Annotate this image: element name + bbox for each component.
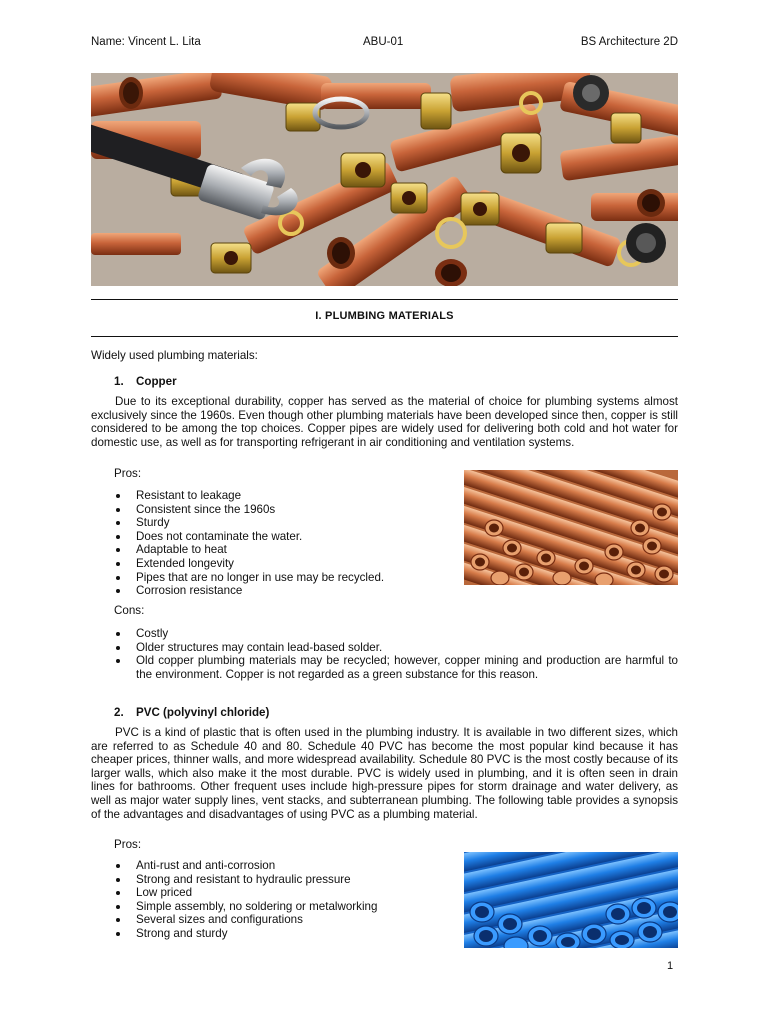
copper-pros-label: Pros: bbox=[114, 467, 142, 480]
page-header bbox=[91, 36, 678, 52]
title-rule-top bbox=[91, 299, 678, 300]
list-item: Strong and sturdy bbox=[114, 927, 377, 941]
pvc-pros-list bbox=[114, 859, 377, 941]
pvc-pipes-image bbox=[464, 852, 678, 948]
list-item: Sturdy bbox=[114, 516, 384, 530]
copper-cons-list bbox=[114, 627, 678, 681]
course-code: ABU-01 bbox=[363, 36, 404, 48]
list-item: Simple assembly, no soldering or metalworking bbox=[114, 900, 377, 914]
copper-title: Copper bbox=[136, 375, 177, 388]
pvc-number: 2. bbox=[114, 706, 124, 719]
list-item: Anti-rust and anti-corrosion bbox=[114, 859, 377, 873]
list-item: Extended longevity bbox=[114, 557, 384, 571]
copper-cons-label: Cons: bbox=[114, 604, 145, 617]
list-item: Does not contaminate the water. bbox=[114, 530, 384, 544]
pvc-pipes-illustration bbox=[464, 852, 678, 948]
pvc-title: PVC (polyvinyl chloride) bbox=[136, 706, 270, 719]
list-item: Adaptable to heat bbox=[114, 543, 384, 557]
list-item: Corrosion resistance bbox=[114, 584, 384, 598]
list-item: Resistant to leakage bbox=[114, 489, 384, 503]
fittings-illustration bbox=[91, 73, 678, 286]
list-item: Several sizes and configurations bbox=[114, 913, 377, 927]
program-label: BS Architecture 2D bbox=[580, 36, 678, 48]
section-title: I. PLUMBING MATERIALS bbox=[315, 310, 454, 322]
list-item: Costly bbox=[114, 627, 678, 641]
list-item: Old copper plumbing materials may be recycled; however, copper mining and production are harmful to the environment. Copper is not regarded as a green substance for this reason. bbox=[114, 654, 678, 681]
list-item: Older structures may contain lead-based solder. bbox=[114, 641, 678, 655]
copper-pipes-image bbox=[464, 470, 678, 585]
list-item: Pipes that are no longer in use may be recycled. bbox=[114, 571, 384, 585]
intro-text: Widely used plumbing materials: bbox=[91, 349, 258, 362]
title-rule-bottom bbox=[91, 336, 678, 337]
page-number: 1 bbox=[667, 960, 674, 972]
copper-pros-list bbox=[114, 489, 384, 598]
list-item: Low priced bbox=[114, 886, 377, 900]
copper-heading bbox=[114, 375, 177, 388]
pvc-pros-label: Pros: bbox=[114, 838, 142, 851]
list-item: Strong and resistant to hydraulic pressure bbox=[114, 873, 377, 887]
copper-number: 1. bbox=[114, 375, 124, 388]
hero-fittings-image bbox=[91, 73, 678, 286]
copper-pipes-illustration bbox=[464, 470, 678, 585]
student-name: Name: Vincent L. Lita bbox=[91, 36, 201, 48]
pvc-paragraph: PVC is a kind of plastic that is often used in the plumbing industry. It is available in two different sizes, which are referred to as Schedule 40 and 80. Schedule 40 PVC has become the most popular kind because it has cheaper prices, thinner walls, and more widespread availability. Schedule 80 PVC is the most costly because of its larger walls, which also make it the most durable. PVC is widely used in plumbing, and it is often seen in drain lines for bathrooms. Other frequent uses include high-pressure pipes for storm drainage and water delivery, as well as major water supply lines, vent stacks, and subterranean plumbing. The following table provides a synopsis of the advantages and disadvantages of using PVC as a plumbing material. bbox=[91, 726, 678, 821]
list-item: Consistent since the 1960s bbox=[114, 503, 384, 517]
pvc-heading bbox=[114, 706, 269, 719]
copper-paragraph: Due to its exceptional durability, copper has served as the material of choice for plumbing systems almost exclusively since the 1960s. Even though other plumbing materials have been developed since then, copper is still considered to be among the top choices. Copper pipes are widely used for delivering both cold and hot water for domestic use, as well as for transporting refrigerant in air conditioning and ventilation systems. bbox=[91, 395, 678, 449]
